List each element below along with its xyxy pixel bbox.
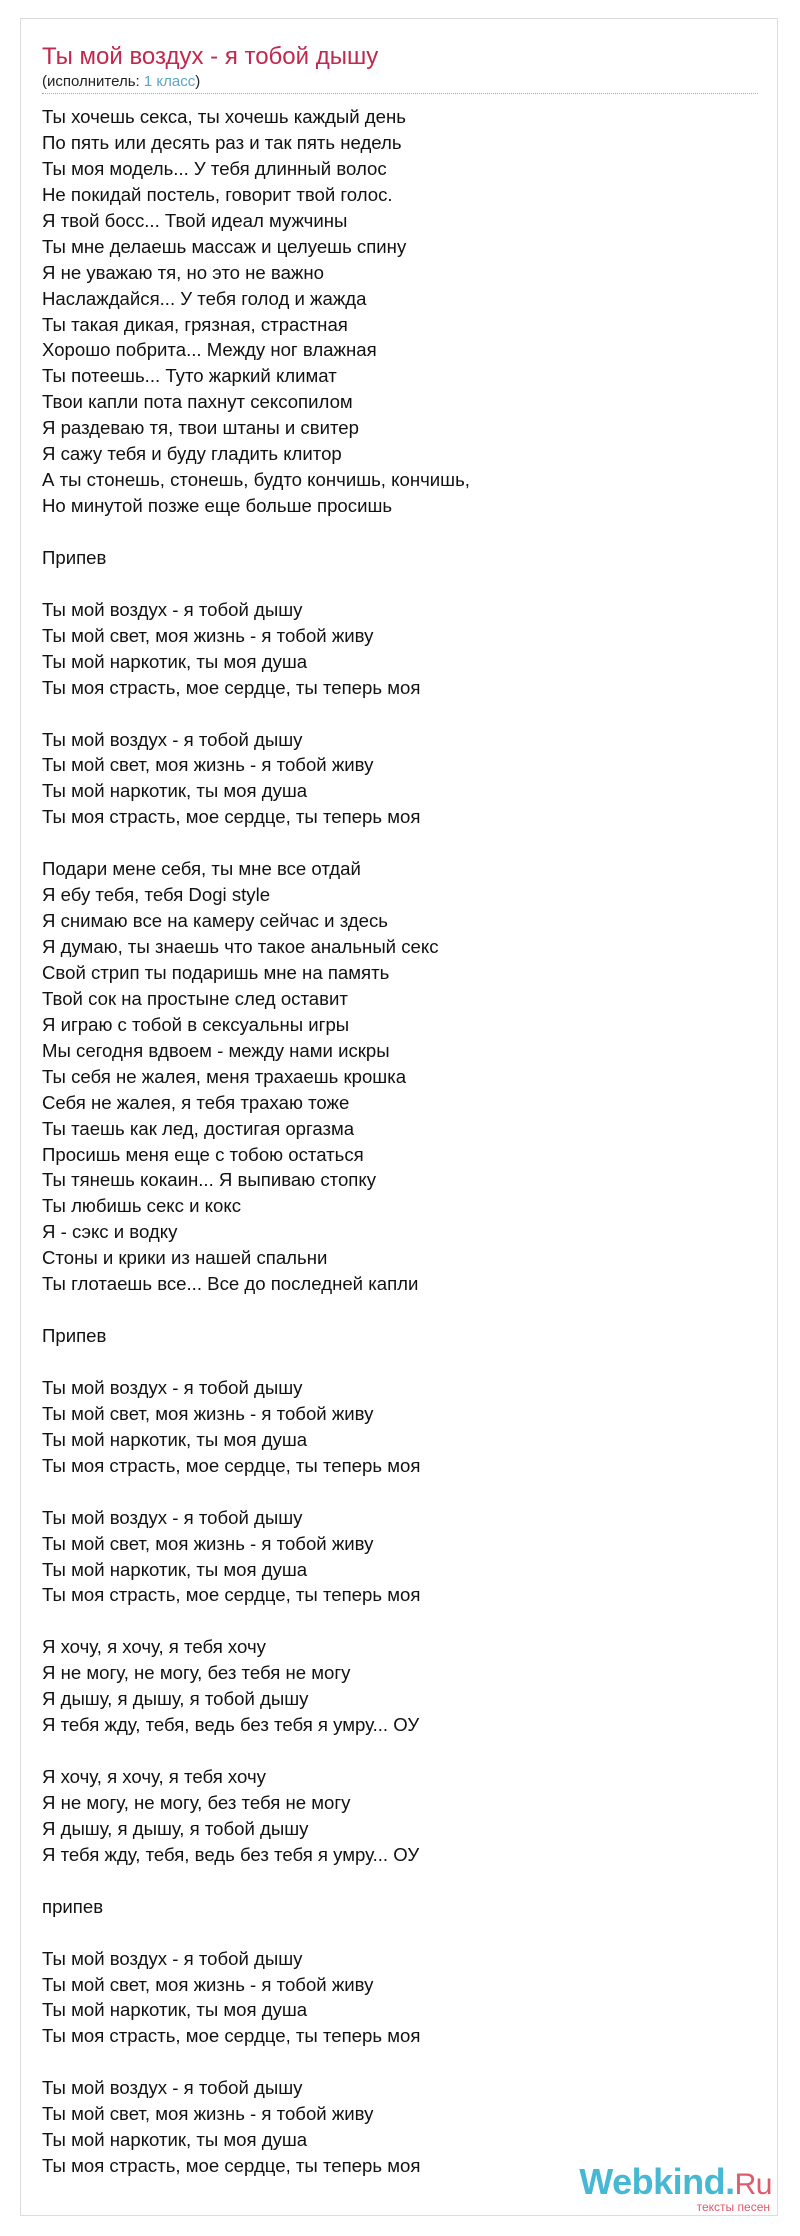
- logo-tagline: тексты песен: [696, 2200, 770, 2214]
- lyric-line: Ты любишь секс и кокс: [42, 1195, 241, 1217]
- lyric-line: Ты мой свет, моя жизнь - я тобой живу: [42, 624, 374, 646]
- lyric-line: Наслаждайся... У тебя голод и жажда: [42, 287, 367, 309]
- song-title: Ты мой воздух - я тобой дышу: [42, 43, 379, 70]
- lyric-line: Ты моя модель... У тебя длинный волос: [42, 157, 387, 179]
- lyric-blank-line: [42, 571, 758, 597]
- lyric-blank-line: [42, 1297, 758, 1323]
- lyric-line: Я тебя жду, тебя, ведь без тебя я умру... ОУ: [42, 1714, 420, 1736]
- lyric-line: Ты мой наркотик, ты моя душа: [42, 650, 308, 672]
- lyric-line: Ты глотаешь все... Все до последней капли: [42, 1273, 419, 1295]
- lyric-line: припев: [42, 1895, 104, 1917]
- lyric-line: Ты мой наркотик, ты моя душа: [42, 1999, 308, 2021]
- lyric-line: Я не могу, не могу, без тебя не могу: [42, 1662, 351, 1684]
- lyric-line: Не покидай постель, говорит твой голос.: [42, 183, 393, 205]
- lyric-line: Ты моя страсть, мое сердце, ты теперь моя: [42, 676, 421, 698]
- lyric-line: Я дышу, я дышу, я тобой дышу: [42, 1688, 309, 1710]
- lyric-line: Ты мой воздух - я тобой дышу: [42, 1506, 303, 1528]
- lyric-blank-line: [42, 1349, 758, 1375]
- artist-suffix: ): [195, 73, 201, 90]
- lyric-line: Ты моя страсть, мое сердце, ты теперь моя: [42, 2025, 421, 2047]
- lyric-line: Я твой босс... Твой идеал мужчины: [42, 209, 348, 231]
- lyric-line: Я снимаю все на камеру сейчас и здесь: [42, 910, 388, 932]
- lyric-line: Ты мой наркотик, ты моя душа: [42, 1558, 308, 1580]
- lyric-line: Ты хочешь секса, ты хочешь каждый день: [42, 106, 406, 127]
- lyric-line: Ты мой воздух - я тобой дышу: [42, 598, 303, 620]
- lyric-line: Я тебя жду, тебя, ведь без тебя я умру... ОУ: [42, 1843, 420, 1865]
- title-divider: [42, 93, 758, 94]
- lyric-line: Твои капли пота пахнут сексопилом: [42, 391, 353, 413]
- lyric-line: Припев: [42, 1325, 107, 1347]
- artist-link[interactable]: 1 класс: [143, 73, 196, 90]
- lyric-line: Ты мой свет, моя жизнь - я тобой живу: [42, 1973, 374, 1995]
- lyric-line: Я не могу, не могу, без тебя не могу: [42, 1791, 351, 1813]
- lyric-line: Ты моя страсть, мое сердце, ты теперь моя: [42, 2155, 421, 2177]
- lyric-blank-line: [42, 1920, 758, 1946]
- lyric-line: Ты тянешь кокаин... Я выпиваю стопку: [42, 1169, 376, 1191]
- lyric-blank-line: [42, 519, 758, 545]
- logo-dot: .: [725, 2161, 735, 2202]
- lyric-blank-line: [42, 2049, 758, 2075]
- logo-word: Webkind: [579, 2161, 726, 2202]
- lyric-line: Я - сэкс и водку: [42, 1221, 178, 1243]
- lyric-line: Я думаю, ты знаешь что такое анальный секс: [42, 936, 439, 957]
- lyric-blank-line: [42, 701, 758, 727]
- logo-tld: Ru: [734, 2168, 772, 2201]
- lyric-line: Ты моя страсть, мое сердце, ты теперь моя: [42, 1584, 421, 1606]
- lyric-line: Хорошо побрита... Между ног влажная: [42, 339, 377, 361]
- lyric-line: Ты мой наркотик, ты моя душа: [42, 1428, 308, 1450]
- lyric-line: Ты себя не жалея, меня трахаешь крошка: [42, 1065, 407, 1087]
- lyric-line: Ты такая дикая, грязная, страстная: [42, 313, 348, 335]
- lyric-blank-line: [42, 830, 758, 856]
- lyric-line: Ты мой свет, моя жизнь - я тобой живу: [42, 754, 374, 776]
- lyric-blank-line: [42, 1608, 758, 1634]
- lyric-line: Ты мой воздух - я тобой дышу: [42, 2077, 303, 2099]
- lyric-line: Мы сегодня вдвоем - между нами искры: [42, 1039, 390, 1061]
- lyric-line: Но минутой позже еще больше просишь: [42, 495, 393, 517]
- lyric-line: Я не уважаю тя, но это не важно: [42, 261, 324, 283]
- lyric-line: Я сажу тебя и буду гладить клитор: [42, 443, 342, 465]
- lyric-line: Я раздеваю тя, твои штаны и свитер: [42, 417, 359, 439]
- lyric-line: Свой стрип ты подаришь мне на память: [42, 961, 390, 983]
- lyric-blank-line: [42, 1479, 758, 1505]
- artist-line: [42, 73, 200, 91]
- lyric-line: Просишь меня еще с тобою остаться: [42, 1143, 364, 1165]
- lyric-line: Ты потеешь... Туто жаркий климат: [42, 365, 337, 387]
- lyric-line: Ты мне делаешь массаж и целуешь спину: [42, 235, 407, 257]
- lyric-line: Себя не жалея, я тебя трахаю тоже: [42, 1091, 350, 1113]
- lyric-line: Я играю с тобой в сексуальны игры: [42, 1013, 350, 1035]
- lyrics-body: [42, 104, 758, 2179]
- lyric-line: Ты моя страсть, мое сердце, ты теперь моя: [42, 806, 421, 828]
- lyric-line: Ты мой наркотик, ты моя душа: [42, 2129, 308, 2151]
- lyric-line: Ты мой воздух - я тобой дышу: [42, 1947, 303, 1969]
- lyric-line: Стоны и крики из нашей спальни: [42, 1247, 328, 1269]
- lyric-line: Ты мой свет, моя жизнь - я тобой живу: [42, 2103, 374, 2125]
- lyric-line: По пять или десять раз и так пять недель: [42, 131, 402, 153]
- lyric-line: Я дышу, я дышу, я тобой дышу: [42, 1817, 309, 1839]
- lyric-line: А ты стонешь, стонешь, будто кончишь, кончишь,: [42, 469, 470, 491]
- lyric-line: Я хочу, я хочу, я тебя хочу: [42, 1636, 266, 1658]
- lyric-line: Твой сок на простыне след оставит: [42, 987, 348, 1009]
- lyric-line: Подари мене себя, ты мне все отдай: [42, 858, 361, 880]
- logo-wordmark: [579, 2162, 772, 2205]
- lyric-line: Ты мой наркотик, ты моя душа: [42, 780, 308, 802]
- site-logo[interactable]: [562, 2162, 772, 2214]
- lyric-line: Ты таешь как лед, достигая оргазма: [42, 1117, 355, 1139]
- lyric-line: Ты мой свет, моя жизнь - я тобой живу: [42, 1532, 374, 1554]
- lyric-blank-line: [42, 1868, 758, 1894]
- lyric-line: Ты моя страсть, мое сердце, ты теперь моя: [42, 1454, 421, 1476]
- lyric-line: Припев: [42, 546, 107, 568]
- lyric-blank-line: [42, 1738, 758, 1764]
- lyric-line: Я ебу тебя, тебя Dogi style: [42, 884, 271, 906]
- artist-prefix: (исполнитель:: [42, 73, 144, 90]
- lyric-line: Ты мой свет, моя жизнь - я тобой живу: [42, 1402, 374, 1424]
- lyric-line: Ты мой воздух - я тобой дышу: [42, 728, 303, 750]
- lyric-line: Я хочу, я хочу, я тебя хочу: [42, 1766, 266, 1787]
- lyric-line: Ты мой воздух - я тобой дышу: [42, 1376, 303, 1398]
